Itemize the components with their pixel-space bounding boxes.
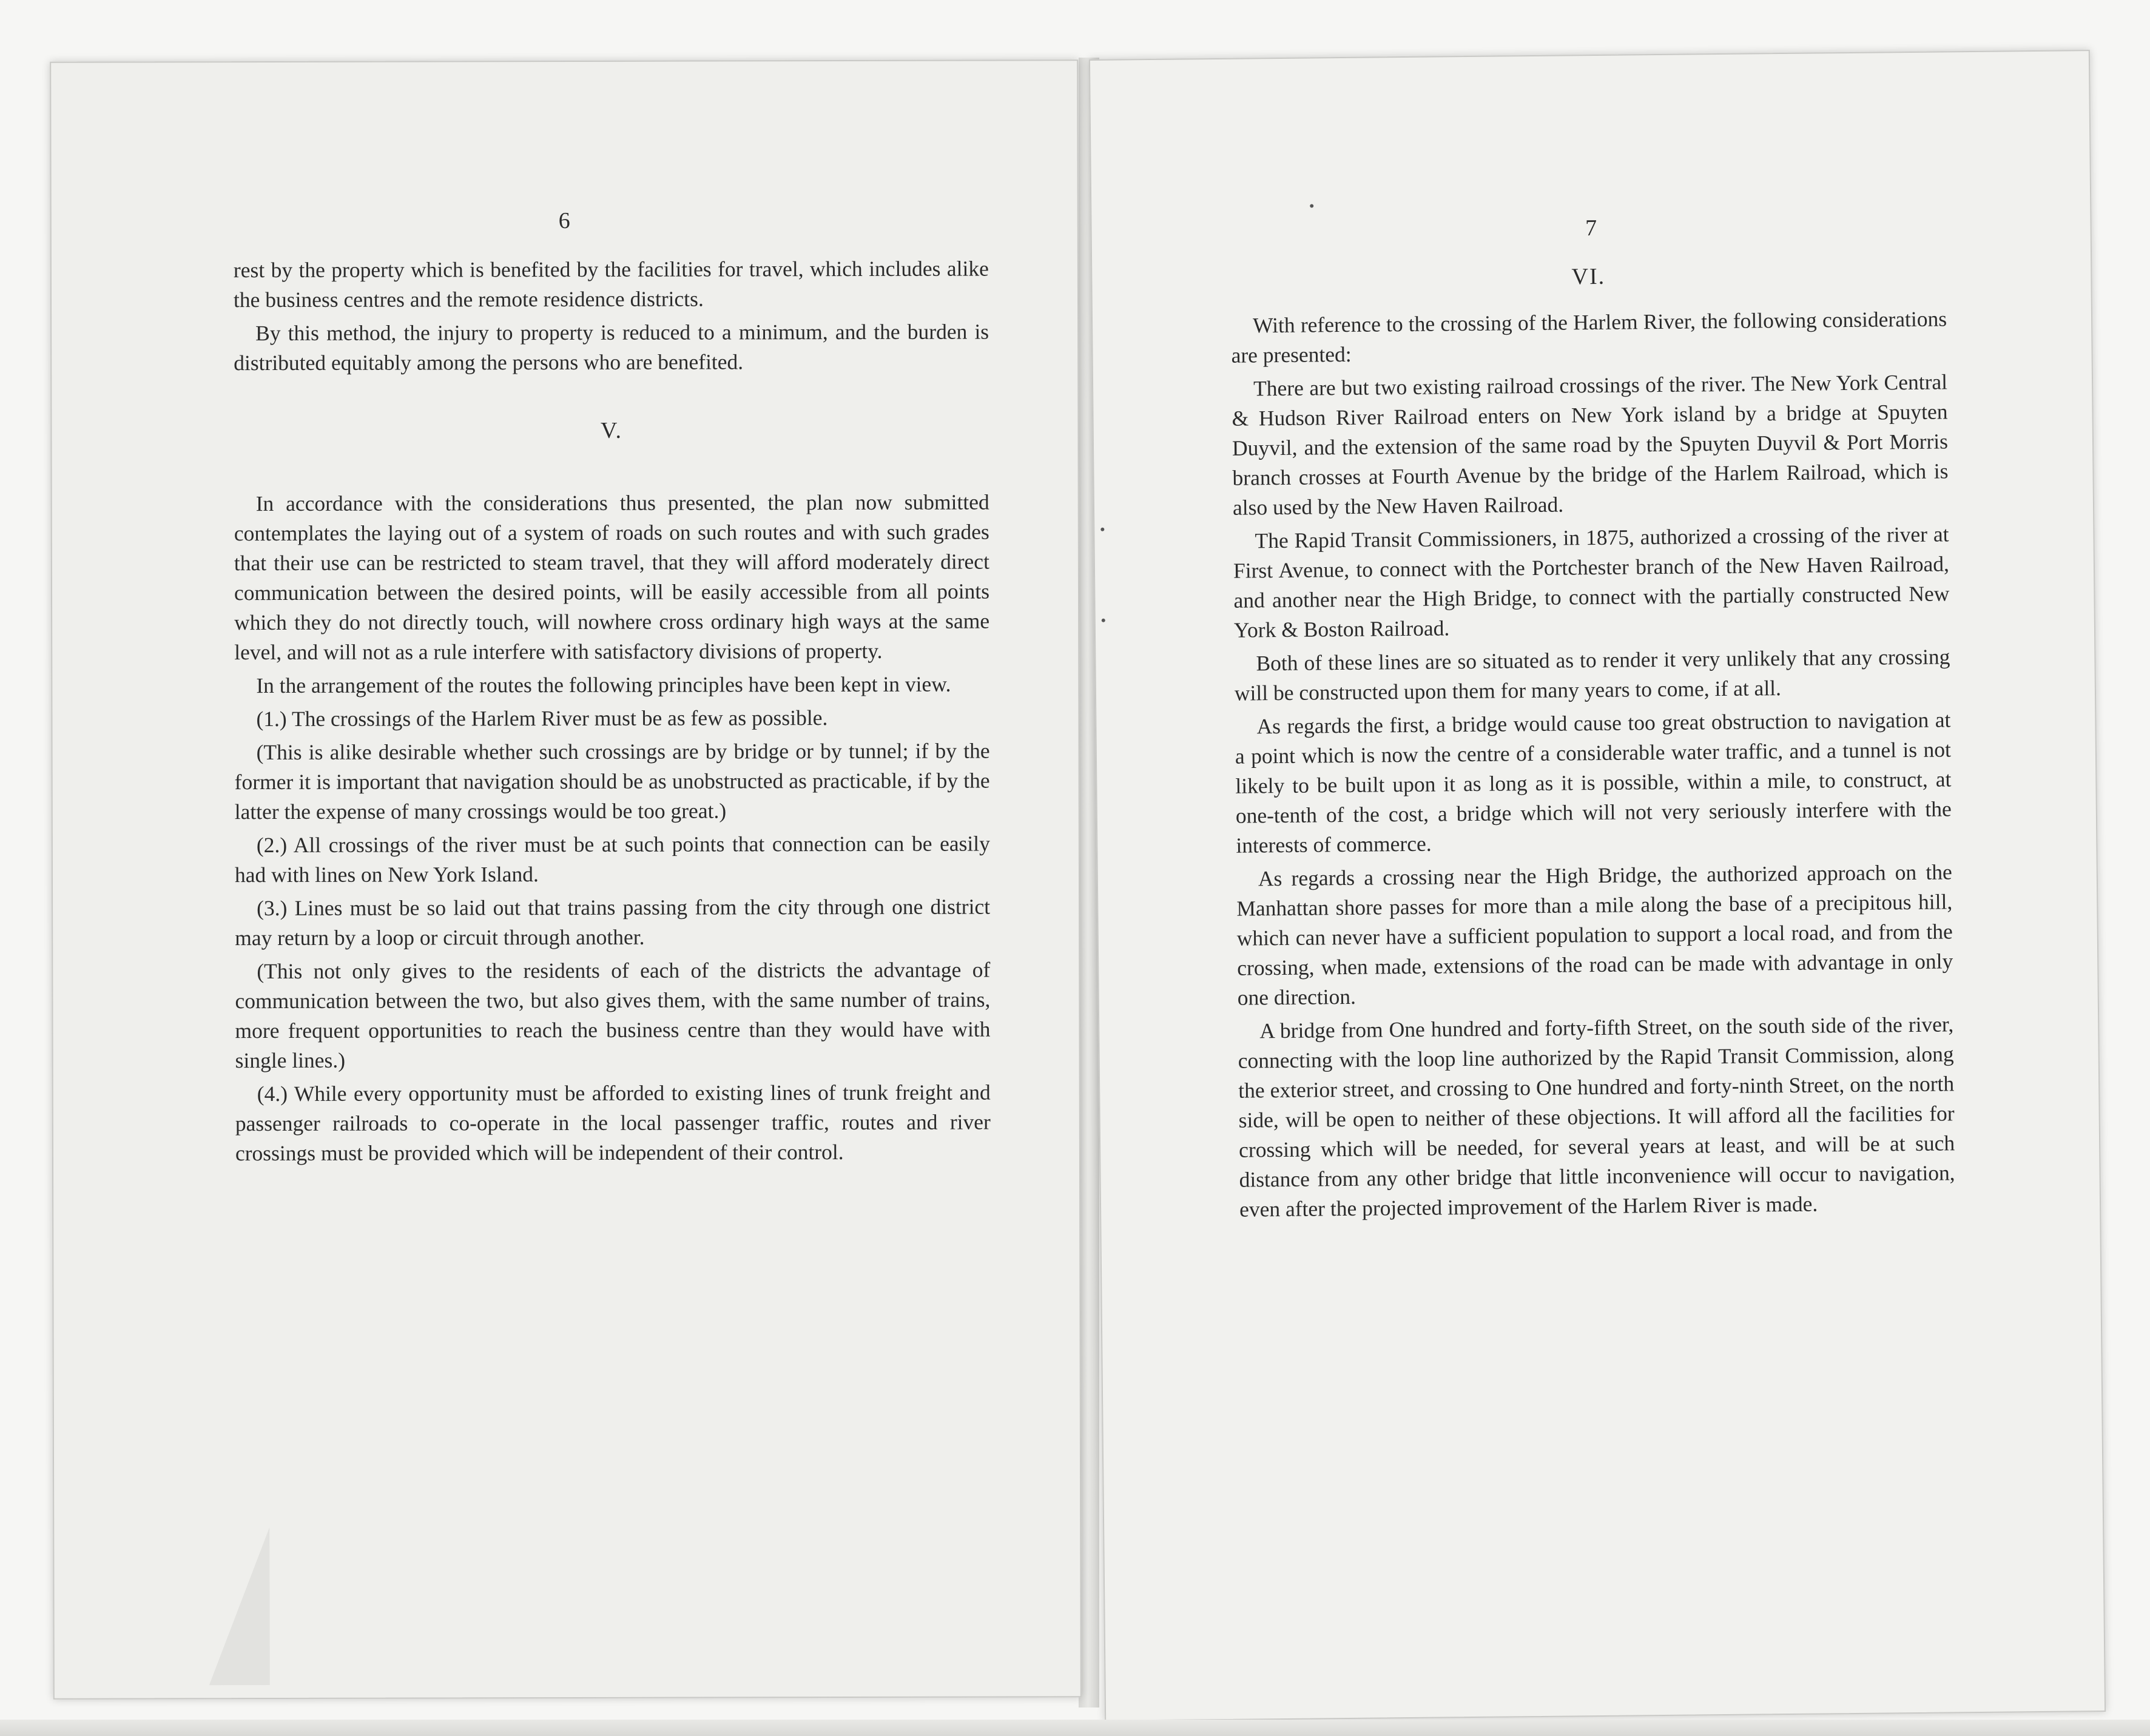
paragraph: There are but two existing railroad crossings of the river. The New York Central & Hudson River Railroad enters on New York island by a bridge at Spuyten Duyvil, and the extension of the same road by the Spuyten Duyvil & Port Morris branch crosses at Fourth Avenue by the bridge of the Harlem Railroad, which is also used by the New Haven Railroad. xyxy=(1232,369,1949,520)
left-page xyxy=(50,59,1082,1700)
principle-1-note: (This is alike desirable whether such crossings are by bridge or by tunnel; if by the former it is important that navigation should be as unobstructed as practicable, if by the latter the expense of many crossings would be too great.) xyxy=(234,738,990,824)
principle-4: (4.) While every opportunity must be afforded to existing lines of trunk freight and passenger railroads to co-operate in the local passenger traffic, routes and river crossings must be provided which will be independent of their control. xyxy=(235,1080,991,1166)
paragraph: The Rapid Transit Commissioners, in 1875, authorized a crossing of the river at First Avenue, to connect with the Portchester branch of the New Haven Railroad, and another near the High Bridge, to connect with the partially constructed New York & Boston Railroad. xyxy=(1233,522,1950,642)
section-heading-vi: VI. xyxy=(1571,263,1606,290)
section-heading-v: V. xyxy=(600,417,623,443)
paragraph: In the arrangement of the routes the following principles have been kept in view. xyxy=(256,671,951,698)
paragraph: A bridge from One hundred and forty-fifth Street, on the south side of the river, connecting with the loop line authorized by the Rapid Transit Commission, along the exterior street, and crossing to One hundred and forty-ninth Street, on the north side, will be open to neither of these objections. It will afford all the facilities for crossing which will be needed, for several years at least, and will be at such distance from any other bridge that little inconvenience will occur to navigation, even after the projected improvement of the Harlem River is made. xyxy=(1238,1012,1955,1222)
binding-hole-mark xyxy=(1102,619,1105,622)
paragraph: In accordance with the considerations thus presented, the plan now submitted contemplates the laying out of a system of roads on such routes and with such grades that their use can be restricted to steam travel, that they will afford moderately direct communication between the desired points, will be easily accessible from all points which they do not directly touch, will nowhere cross ordinary high ways at the same level, and will not as a rule interfere with satisfactory divisions of property. xyxy=(234,490,990,665)
left-page-text xyxy=(234,254,991,1172)
right-page-text xyxy=(1230,252,1955,1228)
paragraph: As regards the first, a bridge would cause too great obstruction to navigation at a point which is now the centre of a considerable water traffic, and a tunnel is not likely to be built upon it as long as it is possible, within a mile, to construct, at one-tenth of the cost, a bridge which will not very seriously interfere with the interests of commerce. xyxy=(1235,707,1952,858)
paragraph: rest by the property which is benefited by the facilities for travel, which includes alike the business centres and the remote residence districts. xyxy=(233,256,989,312)
principle-1: (1.) The crossings of the Harlem River must be as few as possible. xyxy=(256,705,828,732)
binding-hole-mark xyxy=(1100,528,1104,531)
right-page xyxy=(1089,50,2106,1721)
binding-hole-mark xyxy=(1310,204,1313,207)
page-corner-fold xyxy=(209,1527,270,1685)
page-number-7: 7 xyxy=(1585,215,1597,241)
paragraph: With reference to the crossing of the Harlem River, the following considerations are presented: xyxy=(1231,306,1947,368)
scan-bottom-edge xyxy=(0,1720,2150,1736)
principle-3-note: (This not only gives to the residents of each of the districts the advantage of communication between the two, but also gives them, with the same number of trains, more frequent opportunities to reach the business centre than they would have with single lines.) xyxy=(235,957,991,1073)
paragraph: By this method, the injury to property is reduced to a minimum, and the burden is distributed equitably among the persons who are benefited. xyxy=(234,319,989,375)
paragraph: Both of these lines are so situated as to render it very unlikely that any crossing will be constructed upon them for many years to come, if at all. xyxy=(1234,644,1950,705)
page-number-6: 6 xyxy=(558,207,570,234)
principle-2: (2.) All crossings of the river must be at such points that connection can be easily had with lines on New York Island. xyxy=(234,831,990,887)
principle-3: (3.) Lines must be so laid out that trains passing from the city through one district may return by a loop or circuit through another. xyxy=(235,894,991,950)
paragraph: As regards a crossing near the High Bridge, the authorized approach on the Manhattan shore passes for more than a mile along the base of a precipitous hill, which can never have a sufficient population to support a local road, and from the crossing, when made, extensions of the road can be made with advantage in only one direction. xyxy=(1236,860,1953,1010)
